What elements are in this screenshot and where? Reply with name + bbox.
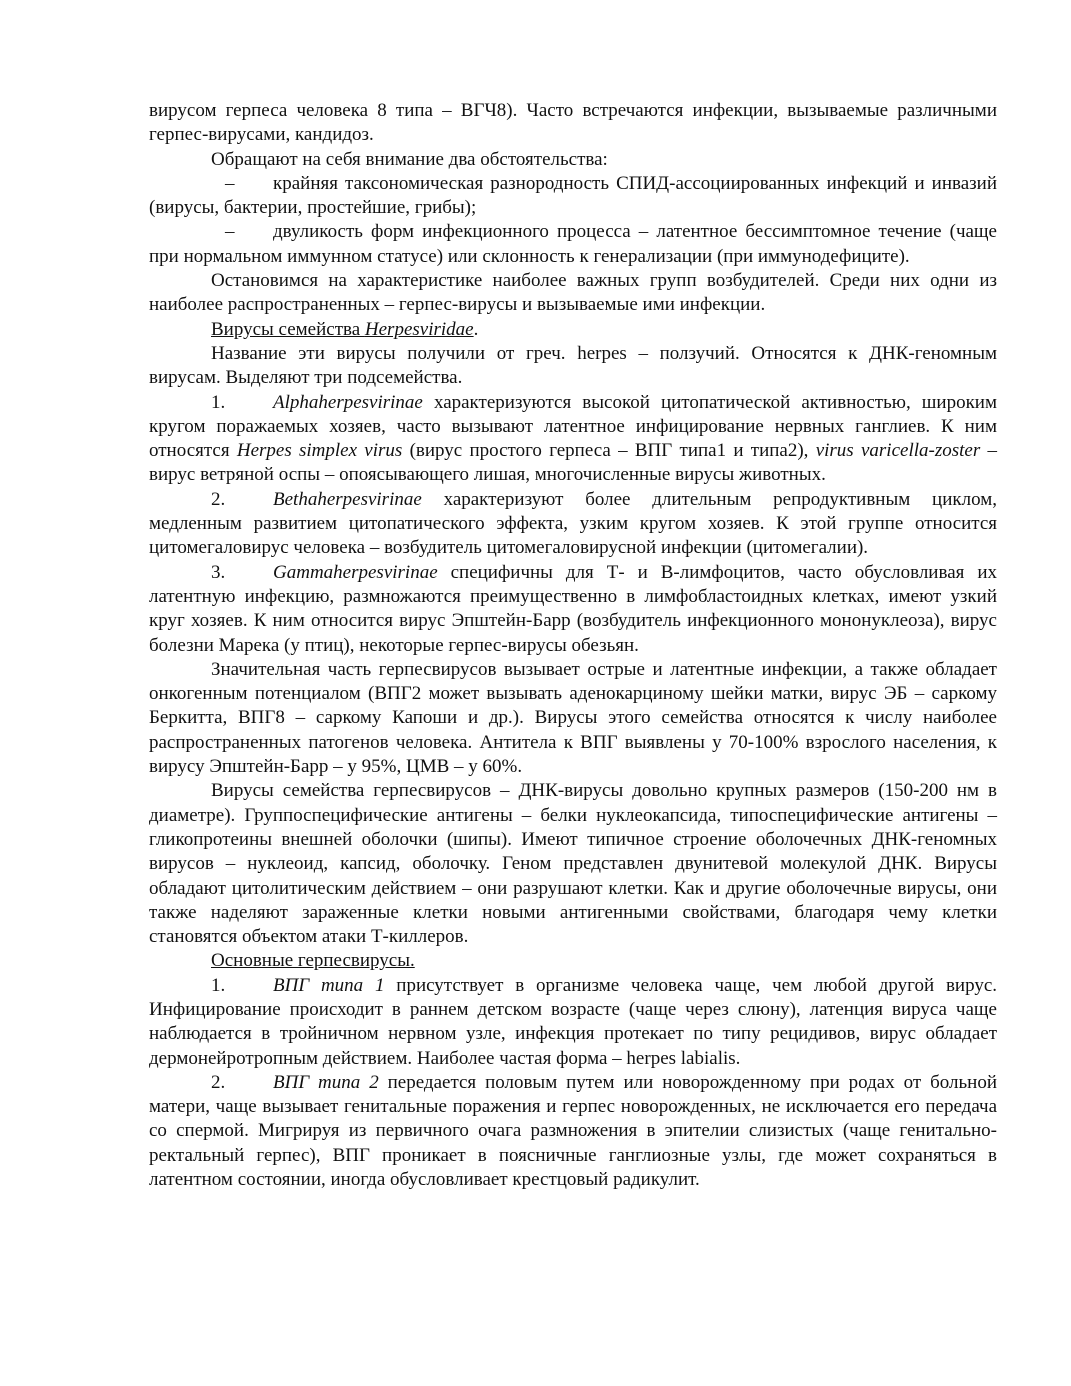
heading-italic-term: Herpesviridae xyxy=(364,318,474,340)
item-text: присутствует в организме человека чаще, чем любой другой вирус. Инфицирование происходит в раннем детском возрасте (чаще через слюну), латенция вируса чаще наблюдается в тройничном нервном узле, инфекция протекает по типу рецидивов, вирус обладает дермонейротропным действием. Наиболее частая форма – herpes labialis. xyxy=(149,974,998,1069)
dash-marker: – xyxy=(225,221,235,243)
heading-underlined xyxy=(211,319,474,340)
paragraph-name-origin: Название эти вирусы получили от греч. herpes – ползучий. Относятся к ДНК-геномным вирусам. Выделяют три подсемейства. xyxy=(149,342,997,389)
document-page xyxy=(149,99,997,1192)
section-heading-herpesviridae xyxy=(149,318,997,342)
list-item-hsv1 xyxy=(149,974,997,1071)
italic-term: Herpes simplex virus xyxy=(236,440,403,462)
item-text: передается половым путем или новорожденному при родах от больной матери, чаще вызывает генитальные поражения и герпес новорожденных, не исключается его передача со спермой. Мигрируя из первичного очага размножения в эпителии слизистых (чаще генитально-ректальный герпес), ВПГ проникает в поясничные ганглиозные узлы, где может сохраняться в латентном состоянии, иногда обусловливает крестцовый радикулит. xyxy=(149,1071,998,1191)
item-number: 2. xyxy=(211,488,226,510)
italic-term: ВПГ типа 2 xyxy=(273,1071,379,1093)
list-item-gamma xyxy=(149,561,997,658)
list-item-hsv2 xyxy=(149,1071,997,1192)
item-number: 1. xyxy=(211,974,226,996)
italic-term: ВПГ типа 1 xyxy=(273,974,385,996)
heading-prefix: Вирусы семейства xyxy=(211,318,365,340)
item-text: – вирус ветряной оспы – опоясывающего лишая, многочисленные вирусы животных. xyxy=(149,440,997,486)
item-text: характеризуют более длительным репродуктивным циклом, медленным развитием цитопатического эффекта, узким кругом хозяев. К этой группе относится цитомегаловирус человека – возбудитель цитомегаловирусной инфекции (цитомегалии). xyxy=(149,488,997,559)
list-item-text: крайняя таксономическая разнородность СПИД-ассоциированных инфекций и инвазий (вирусы, бактерии, простейшие, грибы); xyxy=(149,172,997,219)
list-item-alpha xyxy=(149,391,997,488)
list-item-taxonomic xyxy=(149,172,997,221)
paragraph-pathogens: Остановимся на характеристике наиболее важных групп возбудителей. Среди них одни из наиболее распространенных – герпес-вирусы и вызываемые ими инфекции. xyxy=(149,270,997,316)
paragraph-structure: Вирусы семейства герпесвирусов – ДНК-вирусы довольно крупных размеров (150-200 нм в диаметре). Группоспецифические антигены – белки нуклеокапсида, типоспецифические антигены – гликопротеины внешней оболочки (шипы). Имеют типичное строение оболочечных ДНК-геномных вирусов – нуклеоид, капсид, оболочку. Геном представлен двунитевой молекулой ДНК. Вирусы обладают цитолитическим действием – они разрушают клетки. Как и другие оболочечные вирусы, они также наделяют зараженные клетки новыми антигенными свойствами, благодаря чему клетки становятся объектом атаки Т-киллеров. xyxy=(149,780,997,948)
item-number: 2. xyxy=(211,1071,226,1093)
item-text: характеризуются высокой цитопатической активностью, широким кругом поражаемых хозяев, часто вызывают латентное инфицирование нервных ганглиев. К ним относятся xyxy=(149,391,997,462)
paragraph-continuation: вирусом герпеса человека 8 типа – ВГЧ8). Часто встречаются инфекции, вызываемые различными герпес-вирусами, кандидоз. xyxy=(149,100,997,146)
item-text: специфичны для Т- и В-лимфоцитов, часто обусловливая их латентную инфекцию, размножаются преимущественно в лимфобластоидных клетках, имеют узкий круг хозяев. К ним относится вирус Эпштейн-Барр (возбудитель инфекционного мононуклеоза), вирус болезни Марека (у птиц), некоторые герпес-вирусы обезьян. xyxy=(149,561,997,656)
item-number: 3. xyxy=(211,561,226,583)
item-text: (вирус простого герпеса – ВПГ типа1 и типа2), xyxy=(402,440,816,462)
italic-term: virus varicella-zoster xyxy=(815,440,981,462)
paragraph-circumstances-intro: Обращают на себя внимание два обстоятельства: xyxy=(211,148,608,170)
list-item-beta xyxy=(149,488,997,561)
paragraph-oncogenic: Значительная часть герпесвирусов вызывает острые и латентные инфекции, а также обладает онкогенным потенциалом (ВПГ2 может вызывать аденокарциному шейки матки, вирус ЭБ – саркому Беркитта, ВПГ8 – саркому Капоши и др.). Вирусы этого семейства относятся к числу наиболее распространенных патогенов человека. Антитела к ВПГ выявлены у 70-100% взрослого населения, к вирусу Эпштейн-Барр – у 95%, ЦМВ – у 60%. xyxy=(149,658,997,778)
italic-term: Alphaherpesvirinae xyxy=(273,391,423,413)
list-item-text: двуликость форм инфекционного процесса – латентное бессимптомное течение (чаще при нормальном иммунном статусе) или склонность к генерализации (при иммунодефиците). xyxy=(149,221,997,267)
section-heading-main-herpesviruses xyxy=(149,949,997,973)
heading-underlined: Основные герпесвирусы. xyxy=(211,950,415,972)
heading-suffix: . xyxy=(473,318,479,340)
italic-term: Bethaherpesvirinae xyxy=(273,488,422,510)
italic-term: Gammaherpesvirinae xyxy=(273,561,438,583)
dash-marker: – xyxy=(225,172,235,194)
list-item-duality xyxy=(149,220,997,269)
item-number: 1. xyxy=(211,391,226,413)
